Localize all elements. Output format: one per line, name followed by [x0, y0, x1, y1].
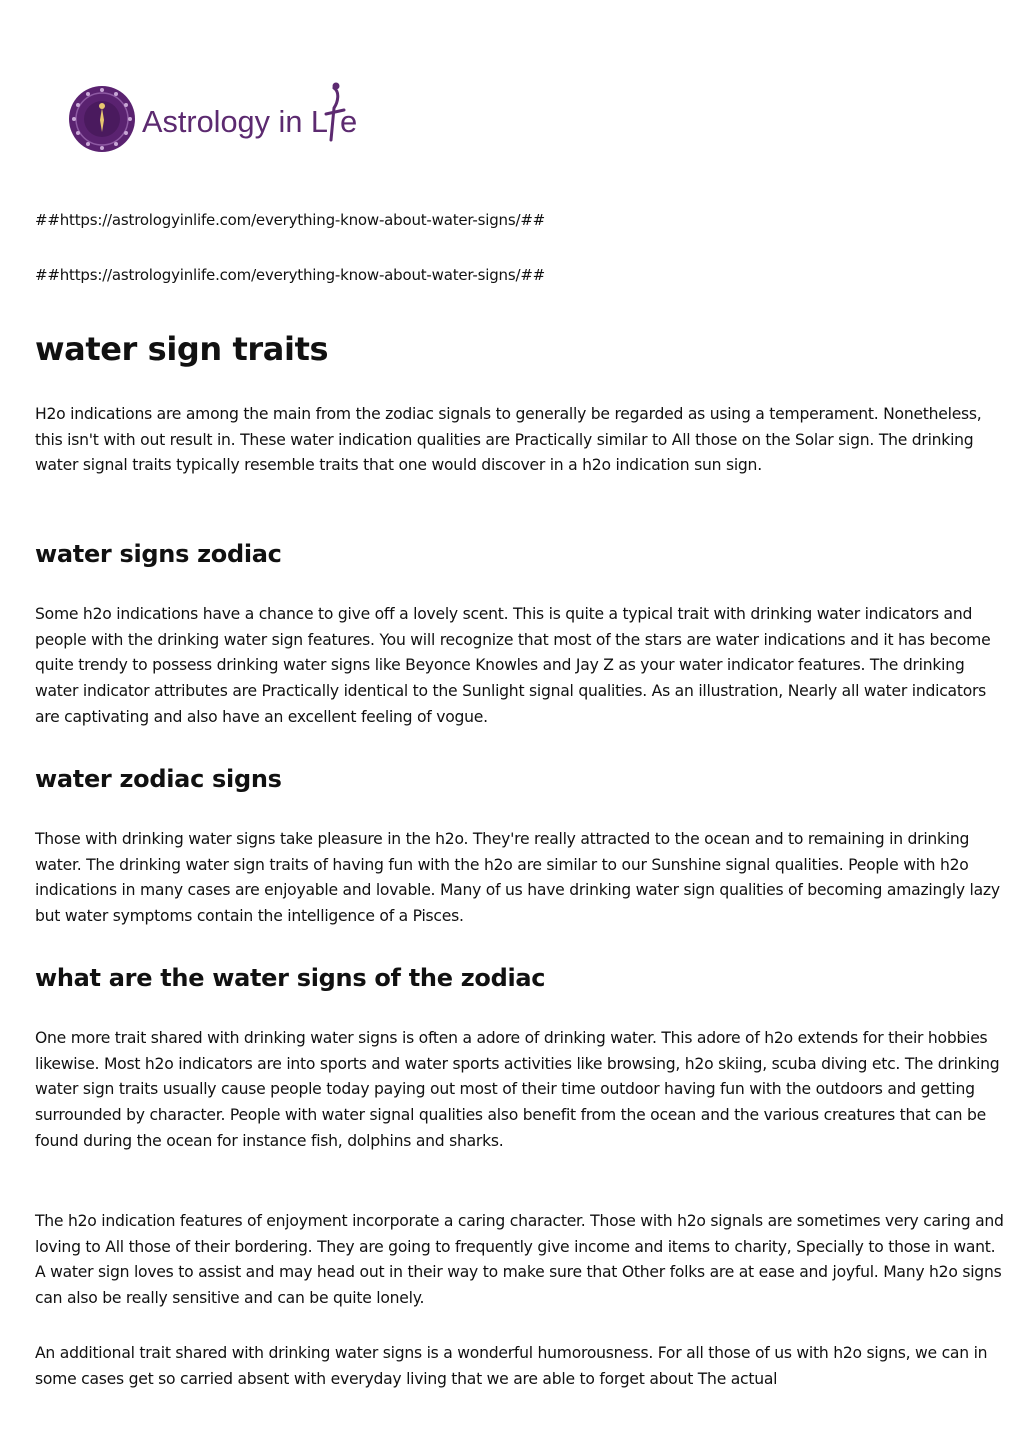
- svg-text:e: e: [340, 104, 358, 139]
- section-heading-what-are-the-water-signs: what are the water signs of the zodiac: [35, 964, 546, 992]
- section-paragraph: The h2o indication features of enjoyment incorporate a caring character. Those with h2o signals are sometimes very caring and loving to All those of their bordering. They are going to frequently give income and items to charity, Specially to those in want. A water sign loves to assist and may head out in their way to make sure that Other folks are at ease and joyful. Many h2o signs can also be really sensitive and can be quite lonely.: [35, 1212, 1004, 1308]
- svg-text:Astrology in L: Astrology in L: [142, 104, 328, 139]
- section-paragraph: One more trait shared with drinking water signs is often a adore of drinking water. This adore of h2o extends for their hobbies likewise. Most h2o indicators are into sports and water sports activities like browsing, h2o skiing, scuba diving etc. The drinking water sign traits usually cause people today paying out most of their time outdoor having fun with the outdoors and getting surrounded by character. People with water signal qualities also benefit from the ocean and the various creatures that can be found during the ocean for instance fish, dolphins and sharks.: [35, 1029, 1000, 1150]
- intro-paragraph: H2o indications are among the main from the zodiac signals to generally be regarded as using a temperament. Nonetheless, this isn't with out result in. These water indication qualities are Practically similar to All those on the Solar sign. The drinking water signal traits typically resemble traits that one would discover in a h2o indication sun sign.: [35, 405, 982, 475]
- section-paragraph: Some h2o indications have a chance to give off a lovely scent. This is quite a typical trait with drinking water indicators and people with the drinking water sign features. You will recognize that most of the stars are water indications and it has become quite trendy to possess drinking water signs like Beyonce Knowles and Jay Z as your water indicator features. The drinking water indicator attributes are Practically identical to the Sunlight signal qualities. As an illustration, Nearly all water indicators are captivating and also have an excellent feeling of vogue.: [35, 605, 991, 726]
- section-paragraph: An additional trait shared with drinking water signs is a wonderful humorousness. For all those of us with h2o signs, we can in some cases get so carried absent with everyday living that we are able to forget about The actual: [35, 1344, 988, 1388]
- source-url-line: ##https://astrologyinlife.com/everything-know-about-water-signs/##: [35, 266, 546, 284]
- section-heading-water-zodiac-signs: water zodiac signs: [35, 765, 282, 793]
- section-heading-water-signs-zodiac: water signs zodiac: [35, 540, 282, 568]
- source-url-line: ##https://astrologyinlife.com/everything-know-about-water-signs/##: [35, 211, 546, 229]
- section-paragraph: Those with drinking water signs take pleasure in the h2o. They're really attracted to the ocean and to remaining in drinking water. The drinking water sign traits of having fun with the h2o are similar to our Sunshine signal qualities. People with h2o indications in many cases are enjoyable and lovable. Many of us have drinking water sign qualities of becoming amazingly lazy but water symptoms contain the intelligence of a Pisces.: [35, 830, 1000, 926]
- page-title: water sign traits: [35, 330, 329, 368]
- astrology-in-life-logo: [68, 80, 368, 160]
